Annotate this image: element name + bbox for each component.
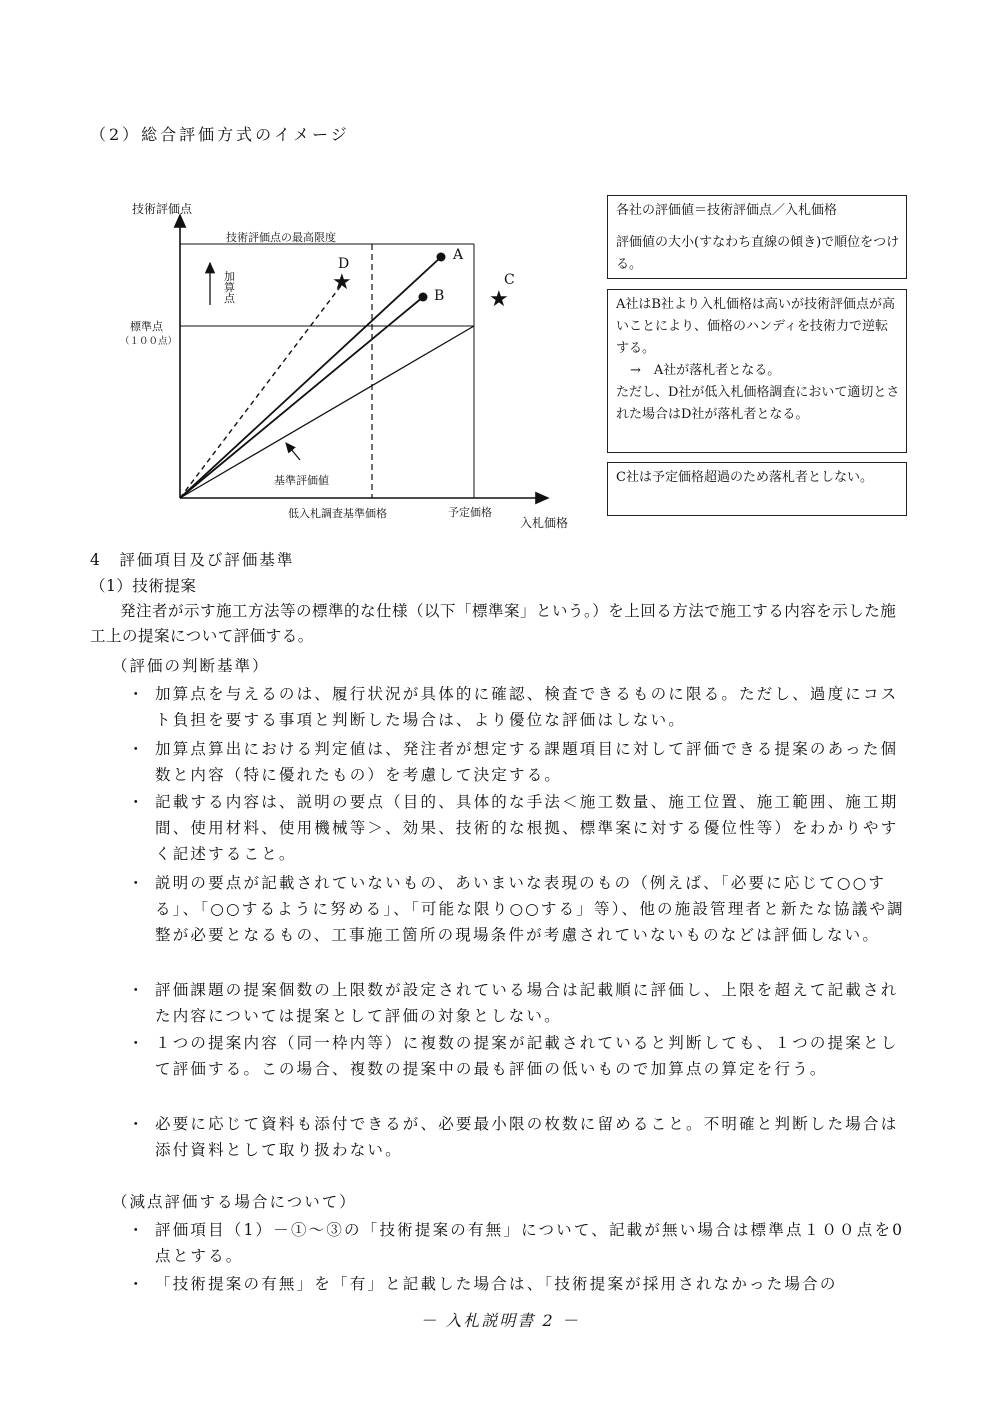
point-a-dot: [437, 253, 446, 262]
add-points-label: 加算点: [224, 270, 235, 305]
bullet-mark: ・: [128, 740, 144, 758]
over-price-text: C社は予定価格超過のため落札者としない。: [616, 470, 873, 485]
criteria-heading: （評価の判断基準）: [112, 657, 270, 675]
section4-heading: 4 評価項目及び評価基準: [90, 551, 295, 569]
ranking-text: 評価値の大小(すなわち直線の傾き)で順位をつける。: [616, 235, 900, 272]
point-b-label: B: [434, 288, 445, 304]
line-a: [180, 257, 441, 498]
point-c-label: C: [504, 272, 515, 288]
deduction-heading: （減点評価する場合について）: [112, 1193, 357, 1211]
standard-point-sub: （１００点）: [120, 336, 178, 347]
point-a-label: A: [453, 247, 464, 263]
criteria-item: 記載する内容は、説明の要点（目的、具体的な手法＜施工数量、施工位置、施工範囲、施工期間、使用材料、使用機械等＞、効果、技術的な根拠、標準案に対する優位性等）をわかりやすく記述すること。: [155, 793, 899, 863]
intro-paragraph: 発注者が示す施工方法等の標準的な仕様（以下「標準案」という。）を上回る方法で施工する内容を示した施工上の提案について評価する。: [90, 602, 897, 645]
standard-point-label: 標準点: [130, 320, 163, 333]
winner-text: → A社が落札者となる。: [630, 363, 781, 378]
criteria-item: 評価課題の提案個数の上限数が設定されている場合は記載順に評価し、上限を超えて記載された内容については提案として評価の対象としない。: [155, 981, 899, 1025]
criteria-item: 必要に応じて資料も添付できるが、必要最小限の枚数に留めること。不明確と判断した場合は添付資料として取り扱わない。: [155, 1115, 899, 1159]
max-limit-label: 技術評価点の最高限度: [226, 231, 336, 244]
criteria-item: 加算点算出における判定値は、発注者が想定する課題項目に対して評価できる提案のあった個数と内容（特に優れたもの）を考慮して決定する。: [155, 740, 899, 784]
bullet-mark: ・: [128, 1115, 144, 1133]
bullet-mark: ・: [128, 1275, 144, 1293]
criteria-item: 説明の要点が記載されていないもの、あいまいな表現のもの（例えば、「必要に応じて○○する」、「○○するように努める」、「可能な限り○○する」等）、他の施設管理者と新たな協議や調整が必要となるもの、工事施工箇所の現場条件が考慮されていないものなどは評価しない。: [155, 874, 905, 944]
explanation-box: [607, 289, 907, 453]
point-d-label: D: [338, 256, 350, 272]
bullet-mark: ・: [128, 1034, 144, 1052]
section-heading: （2）総合評価方式のイメージ: [90, 125, 350, 144]
evaluation-chart-svg: [100, 185, 600, 540]
formula-text: 各社の評価値＝技術評価点／入札価格: [616, 203, 838, 218]
bullet-mark: ・: [128, 793, 144, 811]
sub1-heading: （1）技術提案: [90, 577, 197, 595]
deduction-item: 評価項目（1）－①～③の「技術提案の有無」について、記載が無い場合は標準点１００点を0点とする。: [155, 1221, 905, 1265]
base-value-label: 基準評価値: [274, 474, 329, 487]
low-bid-label: 低入札調査基準価格: [288, 507, 387, 520]
exception-text: ただし、D社が低入札価格調査において適切とされた場合はD社が落札者となる。: [616, 385, 900, 422]
point-b-dot: [419, 293, 428, 302]
base-value-pointer-icon: [286, 443, 300, 460]
star-d-icon: ★: [332, 270, 352, 295]
bullet-mark: ・: [128, 874, 144, 892]
explanation-text: A社はB社より入札価格は高いが技術評価点が高いことにより、価格のハンディを技術力で逆転する。: [616, 297, 895, 356]
bullet-mark: ・: [128, 981, 144, 999]
deduction-item: 「技術提案の有無」を「有」と記載した場合は、「技術提案が採用されなかった場合の: [155, 1275, 838, 1293]
planned-price-label: 予定価格: [448, 506, 492, 519]
star-c-icon: ★: [489, 287, 509, 312]
evaluation-diagram: [100, 185, 600, 540]
bullet-mark: ・: [128, 685, 144, 703]
y-axis-label: 技術評価点: [132, 202, 193, 216]
x-axis-label: 入札価格: [520, 516, 569, 530]
line-d: [180, 283, 343, 498]
line-b: [180, 297, 423, 498]
bullet-mark: ・: [128, 1221, 144, 1239]
criteria-item: １つの提案内容（同一枠内等）に複数の提案が記載されていると判断しても、１つの提案として評価する。この場合、複数の提案中の最も評価の低いもので加算点の算定を行う。: [155, 1034, 899, 1078]
page-footer: － 入札説明書 2 －: [420, 1311, 580, 1330]
formula-box: [607, 195, 907, 279]
criteria-item: 加算点を与えるのは、履行状況が具体的に確認、検査できるものに限る。ただし、過度にコスト負担を要する事項と判断した場合は、より優位な評価はしない。: [155, 685, 899, 729]
over-price-box: [607, 462, 907, 516]
